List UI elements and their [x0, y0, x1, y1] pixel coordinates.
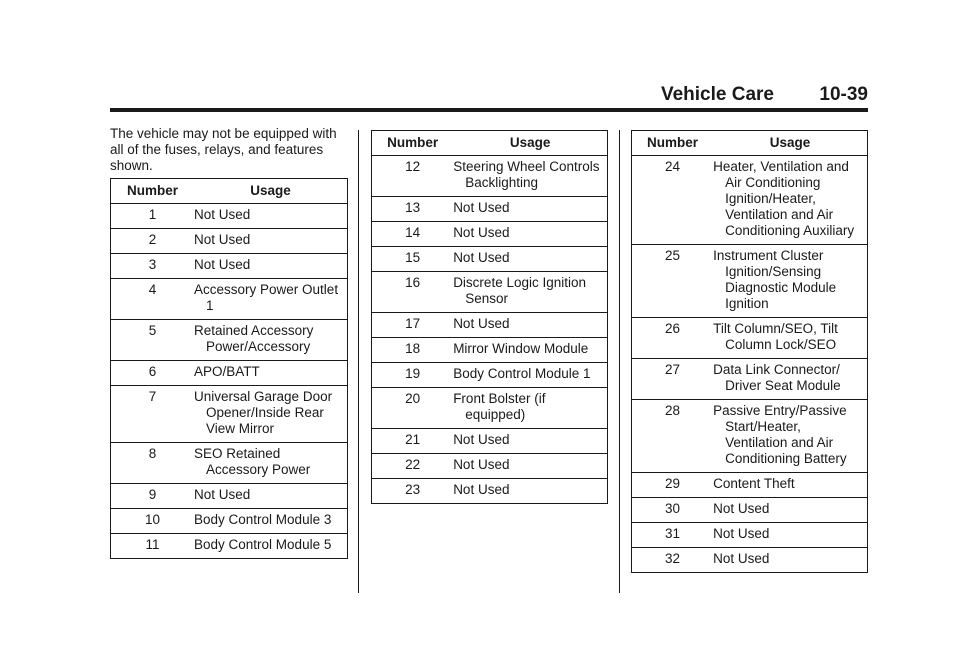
table-row	[632, 498, 868, 523]
fuse-number: 31	[632, 523, 714, 548]
fuse-usage-text: Discrete Logic Ignition Sensor	[453, 275, 587, 306]
fuse-usage-text: Steering Wheel Controls Backlighting	[453, 159, 600, 190]
fuse-usage-text: Not Used	[453, 316, 510, 331]
table-row	[632, 473, 868, 498]
fuse-usage	[194, 509, 347, 534]
fuse-usage	[194, 484, 347, 509]
table-row	[111, 279, 348, 320]
fuse-usage-text: Not Used	[194, 232, 251, 247]
fuse-number: 15	[372, 247, 454, 272]
fuse-number: 19	[372, 363, 454, 388]
fuse-usage-text: Content Theft	[713, 476, 795, 491]
fuse-usage-text: Not Used	[453, 250, 510, 265]
table-row	[111, 484, 348, 509]
fuse-usage	[453, 363, 607, 388]
fuse-usage	[194, 254, 347, 279]
fuse-table-3	[631, 130, 868, 573]
fuse-usage-text: Heater, Ventilation and Air Conditioning Ignition/Heater, Ventilation and Air Conditioning Auxiliary	[713, 159, 855, 238]
fuse-number: 17	[372, 313, 454, 338]
fuse-number: 29	[632, 473, 714, 498]
fuse-usage-text: Body Control Module 3	[194, 512, 332, 527]
fuse-usage-text: Accessory Power Outlet 1	[194, 282, 339, 313]
fuse-usage	[713, 318, 867, 359]
fuse-number: 26	[632, 318, 714, 359]
fuse-number: 8	[111, 443, 195, 484]
fuse-number: 14	[372, 222, 454, 247]
column-header-number: Number	[632, 131, 714, 156]
fuse-usage-text: Tilt Column/SEO, Tilt Column Lock/SEO	[713, 321, 838, 352]
fuse-number: 24	[632, 156, 714, 245]
fuse-number: 23	[372, 479, 454, 504]
fuse-number: 18	[372, 338, 454, 363]
table-row	[372, 338, 608, 363]
fuse-number: 22	[372, 454, 454, 479]
table-row	[632, 156, 868, 245]
column-header-number: Number	[111, 179, 195, 204]
fuse-usage	[453, 222, 607, 247]
table-row	[632, 548, 868, 573]
fuse-usage	[194, 386, 347, 443]
column-header-usage: Usage	[453, 131, 607, 156]
fuse-usage	[713, 498, 867, 523]
fuse-number: 16	[372, 272, 454, 313]
fuse-number: 21	[372, 429, 454, 454]
fuse-number: 10	[111, 509, 195, 534]
table-row	[632, 245, 868, 318]
fuse-usage-text: Passive Entry/Passive Start/Heater, Ventilation and Air Conditioning Battery	[713, 403, 847, 466]
fuse-number: 9	[111, 484, 195, 509]
table-row	[372, 222, 608, 247]
fuse-number: 12	[372, 156, 454, 197]
fuse-number: 25	[632, 245, 714, 318]
fuse-usage	[453, 272, 607, 313]
fuse-usage	[453, 247, 607, 272]
fuse-usage-text: Not Used	[194, 207, 251, 222]
column-divider	[619, 130, 620, 593]
fuse-usage	[194, 534, 347, 559]
page-header	[110, 82, 868, 112]
fuse-usage-text: Not Used	[453, 482, 510, 497]
fuse-number: 5	[111, 320, 195, 361]
fuse-usage	[453, 429, 607, 454]
column-header-usage: Usage	[194, 179, 347, 204]
fuse-usage-text: Retained Accessory Power/Accessory	[194, 323, 314, 354]
table-row	[632, 318, 868, 359]
fuse-table-2	[371, 130, 608, 504]
fuse-number: 28	[632, 400, 714, 473]
fuse-number: 30	[632, 498, 714, 523]
fuse-usage-text: SEO Retained Accessory Power	[194, 446, 311, 477]
table-row	[632, 523, 868, 548]
table-row	[111, 509, 348, 534]
fuse-usage	[453, 197, 607, 222]
page-number: 10-39	[819, 84, 868, 105]
fuse-usage-text: Body Control Module 1	[453, 366, 591, 381]
fuse-usage	[194, 320, 347, 361]
table-row	[372, 272, 608, 313]
fuse-usage	[713, 400, 867, 473]
fuse-usage	[713, 245, 867, 318]
table-row	[111, 229, 348, 254]
table-row	[632, 359, 868, 400]
fuse-number: 11	[111, 534, 195, 559]
section-title: Vehicle Care	[660, 84, 774, 105]
fuse-number: 2	[111, 229, 195, 254]
table-row	[111, 534, 348, 559]
fuse-usage-text: Not Used	[453, 432, 510, 447]
table-row	[372, 388, 608, 429]
fuse-number: 20	[372, 388, 454, 429]
fuse-usage-text: APO/BATT	[194, 364, 260, 379]
fuse-usage-text: Not Used	[713, 551, 770, 566]
fuse-usage	[713, 359, 867, 400]
table-row	[111, 204, 348, 229]
fuse-number: 7	[111, 386, 195, 443]
fuse-usage	[713, 156, 867, 245]
fuse-usage-text: Not Used	[713, 501, 770, 516]
table-row	[372, 197, 608, 222]
fuse-usage	[453, 454, 607, 479]
fuse-usage-text: Instrument Cluster Ignition/Sensing Diagnostic Module Ignition	[713, 248, 837, 311]
table-row	[372, 479, 608, 504]
fuse-table-1	[110, 178, 348, 559]
fuse-usage	[713, 523, 867, 548]
fuse-usage	[194, 229, 347, 254]
column-header-number: Number	[372, 131, 454, 156]
fuse-number: 6	[111, 361, 195, 386]
table-row	[632, 400, 868, 473]
fuse-usage-text: Mirror Window Module	[453, 341, 589, 356]
fuse-usage	[194, 361, 347, 386]
table-row	[372, 429, 608, 454]
fuse-usage	[453, 388, 607, 429]
fuse-number: 4	[111, 279, 195, 320]
intro-text: The vehicle may not be equipped with all of the fuses, relays, and features shown.	[110, 126, 337, 173]
fuse-usage-text: Not Used	[453, 225, 510, 240]
fuse-usage-text: Not Used	[194, 257, 251, 272]
fuse-number: 3	[111, 254, 195, 279]
fuse-usage-text: Not Used	[453, 200, 510, 215]
fuse-usage-text: Front Bolster (if equipped)	[453, 391, 546, 422]
fuse-usage	[453, 313, 607, 338]
table-row	[111, 254, 348, 279]
column-divider	[358, 130, 359, 593]
table-row	[372, 247, 608, 272]
fuse-usage	[713, 473, 867, 498]
column-header-usage: Usage	[713, 131, 867, 156]
fuse-usage	[713, 548, 867, 573]
fuse-usage-text: Body Control Module 5	[194, 537, 332, 552]
fuse-number: 1	[111, 204, 195, 229]
table-row	[111, 443, 348, 484]
fuse-number: 13	[372, 197, 454, 222]
table-row	[372, 156, 608, 197]
table-row	[372, 313, 608, 338]
table-row	[111, 320, 348, 361]
fuse-usage	[453, 156, 607, 197]
fuse-usage-text: Not Used	[194, 487, 251, 502]
fuse-usage	[194, 279, 347, 320]
fuse-number: 32	[632, 548, 714, 573]
fuse-usage-text: Data Link Connector/ Driver Seat Module	[713, 362, 841, 393]
table-row	[111, 386, 348, 443]
fuse-usage	[194, 204, 347, 229]
fuse-usage	[453, 338, 607, 363]
fuse-usage-text: Not Used	[713, 526, 770, 541]
fuse-number: 27	[632, 359, 714, 400]
fuse-usage	[453, 479, 607, 504]
fuse-usage-text: Not Used	[453, 457, 510, 472]
fuse-usage	[194, 443, 347, 484]
table-row	[372, 363, 608, 388]
table-row	[111, 361, 348, 386]
table-row	[372, 454, 608, 479]
fuse-usage-text: Universal Garage Door Opener/Inside Rear View Mirror	[194, 389, 333, 436]
